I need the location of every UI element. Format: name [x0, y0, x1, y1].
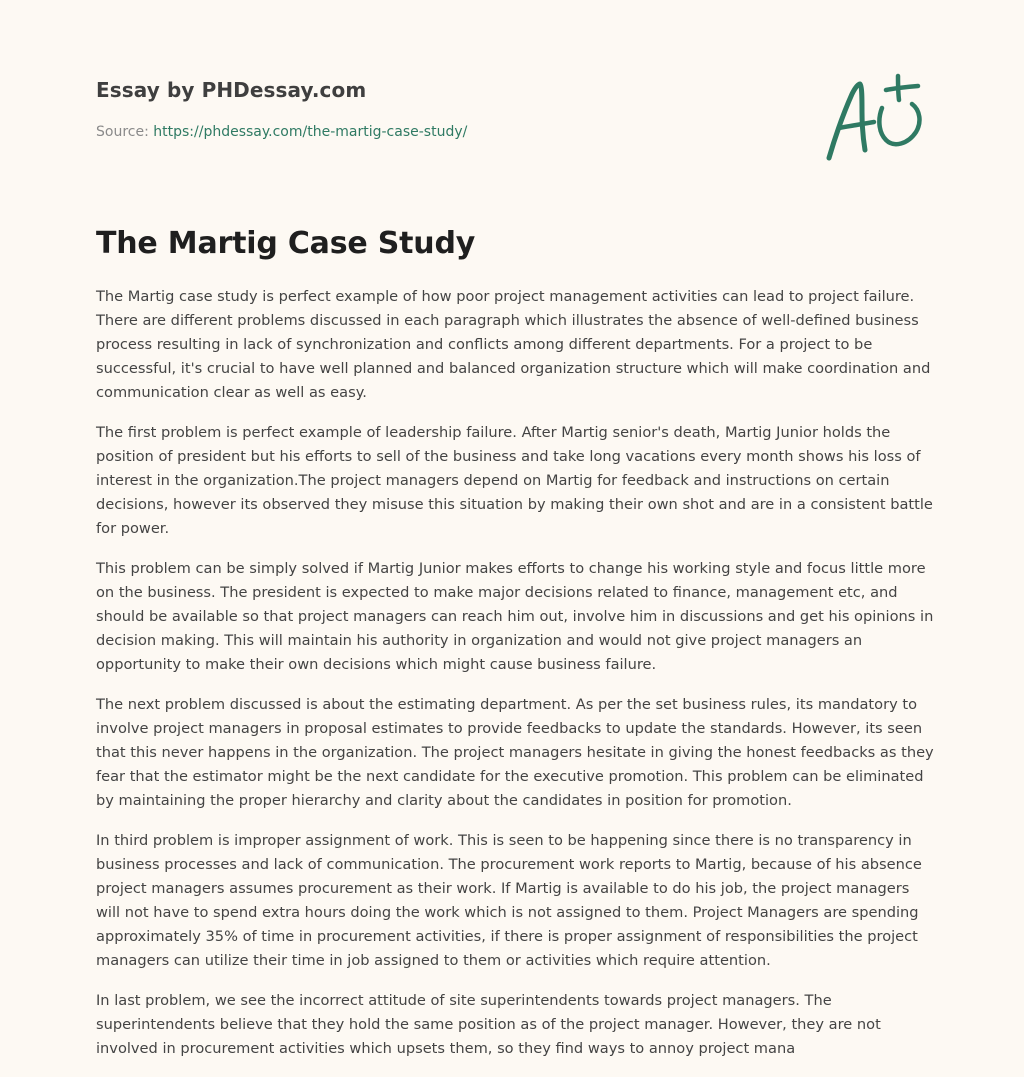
paragraph: In third problem is improper assignment of work. This is seen to be happening since there is no transparency in business processes and lack of communication. The procurement work reports to Martig, because of his absence project managers assumes procurement as their work. If Martig is available to do his job, the project managers will not have to spend extra hours doing the work which is not assigned to them. Project Managers are spending approximately 35% of time in procurement activities, if there is proper assignment of responsibilities the project managers can utilize their time in job assigned to them or activities which require attention.	[96, 832, 922, 969]
a-plus-grade-logo	[822, 68, 928, 164]
source-label: Source:	[96, 124, 149, 140]
paragraph: This problem can be simply solved if Martig Junior makes efforts to change his working style and focus little more on the business. The president is expected to make major decisions related to finance, management etc, and should be available so that project managers can reach him out, involve him in discussions and get his opinions in decision making. This will maintain his authority in organization and would not give project managers an opportunity to make their own decisions which might cause business failure.	[96, 560, 934, 673]
article-body	[96, 285, 934, 1077]
article-title: The Martig Case Study	[96, 226, 476, 261]
brand-title: Essay by PHDessay.com	[96, 78, 367, 102]
paragraph: The Martig case study is perfect example of how poor project management activities can lead to project failure. There are different problems discussed in each paragraph which illustrates the absence of well-defined business process resulting in lack of synchronization and conflicts among different departments. For a project to be successful, it's crucial to have well planned and balanced organization structure which will make coordination and communication clear as well as easy.	[96, 288, 931, 401]
site-header	[96, 78, 796, 102]
paragraph: The next problem discussed is about the estimating department. As per the set business rules, its mandatory to involve project managers in proposal estimates to provide feedbacks to update the standards. However, its seen that this never happens in the organization. The project managers hesitate in giving the honest feedbacks as they fear that the estimator might be the next candidate for the executive promotion. This problem can be eliminated by maintaining the proper hierarchy and clarity about the candidates in position for promotion.	[96, 696, 934, 809]
paragraph: The first problem is perfect example of leadership failure. After Martig senior's death, Martig Junior holds the position of president but his efforts to sell of the business and take long vacations every month shows his loss of interest in the organization.The project managers depend on Martig for feedback and instructions on certain decisions, however its observed they misuse this situation by making their own shot and are in a consistent battle for power.	[96, 424, 933, 537]
source-link[interactable]: https://phdessay.com/the-martig-case-study/	[153, 124, 468, 140]
source-line	[96, 124, 467, 140]
paragraph: In last problem, we see the incorrect attitude of site superintendents towards project managers. The superintendents believe that they hold the same position as of the project manager. However, they are not involved in procurement activities which upsets them, so they find ways to annoy project mana	[96, 992, 881, 1057]
